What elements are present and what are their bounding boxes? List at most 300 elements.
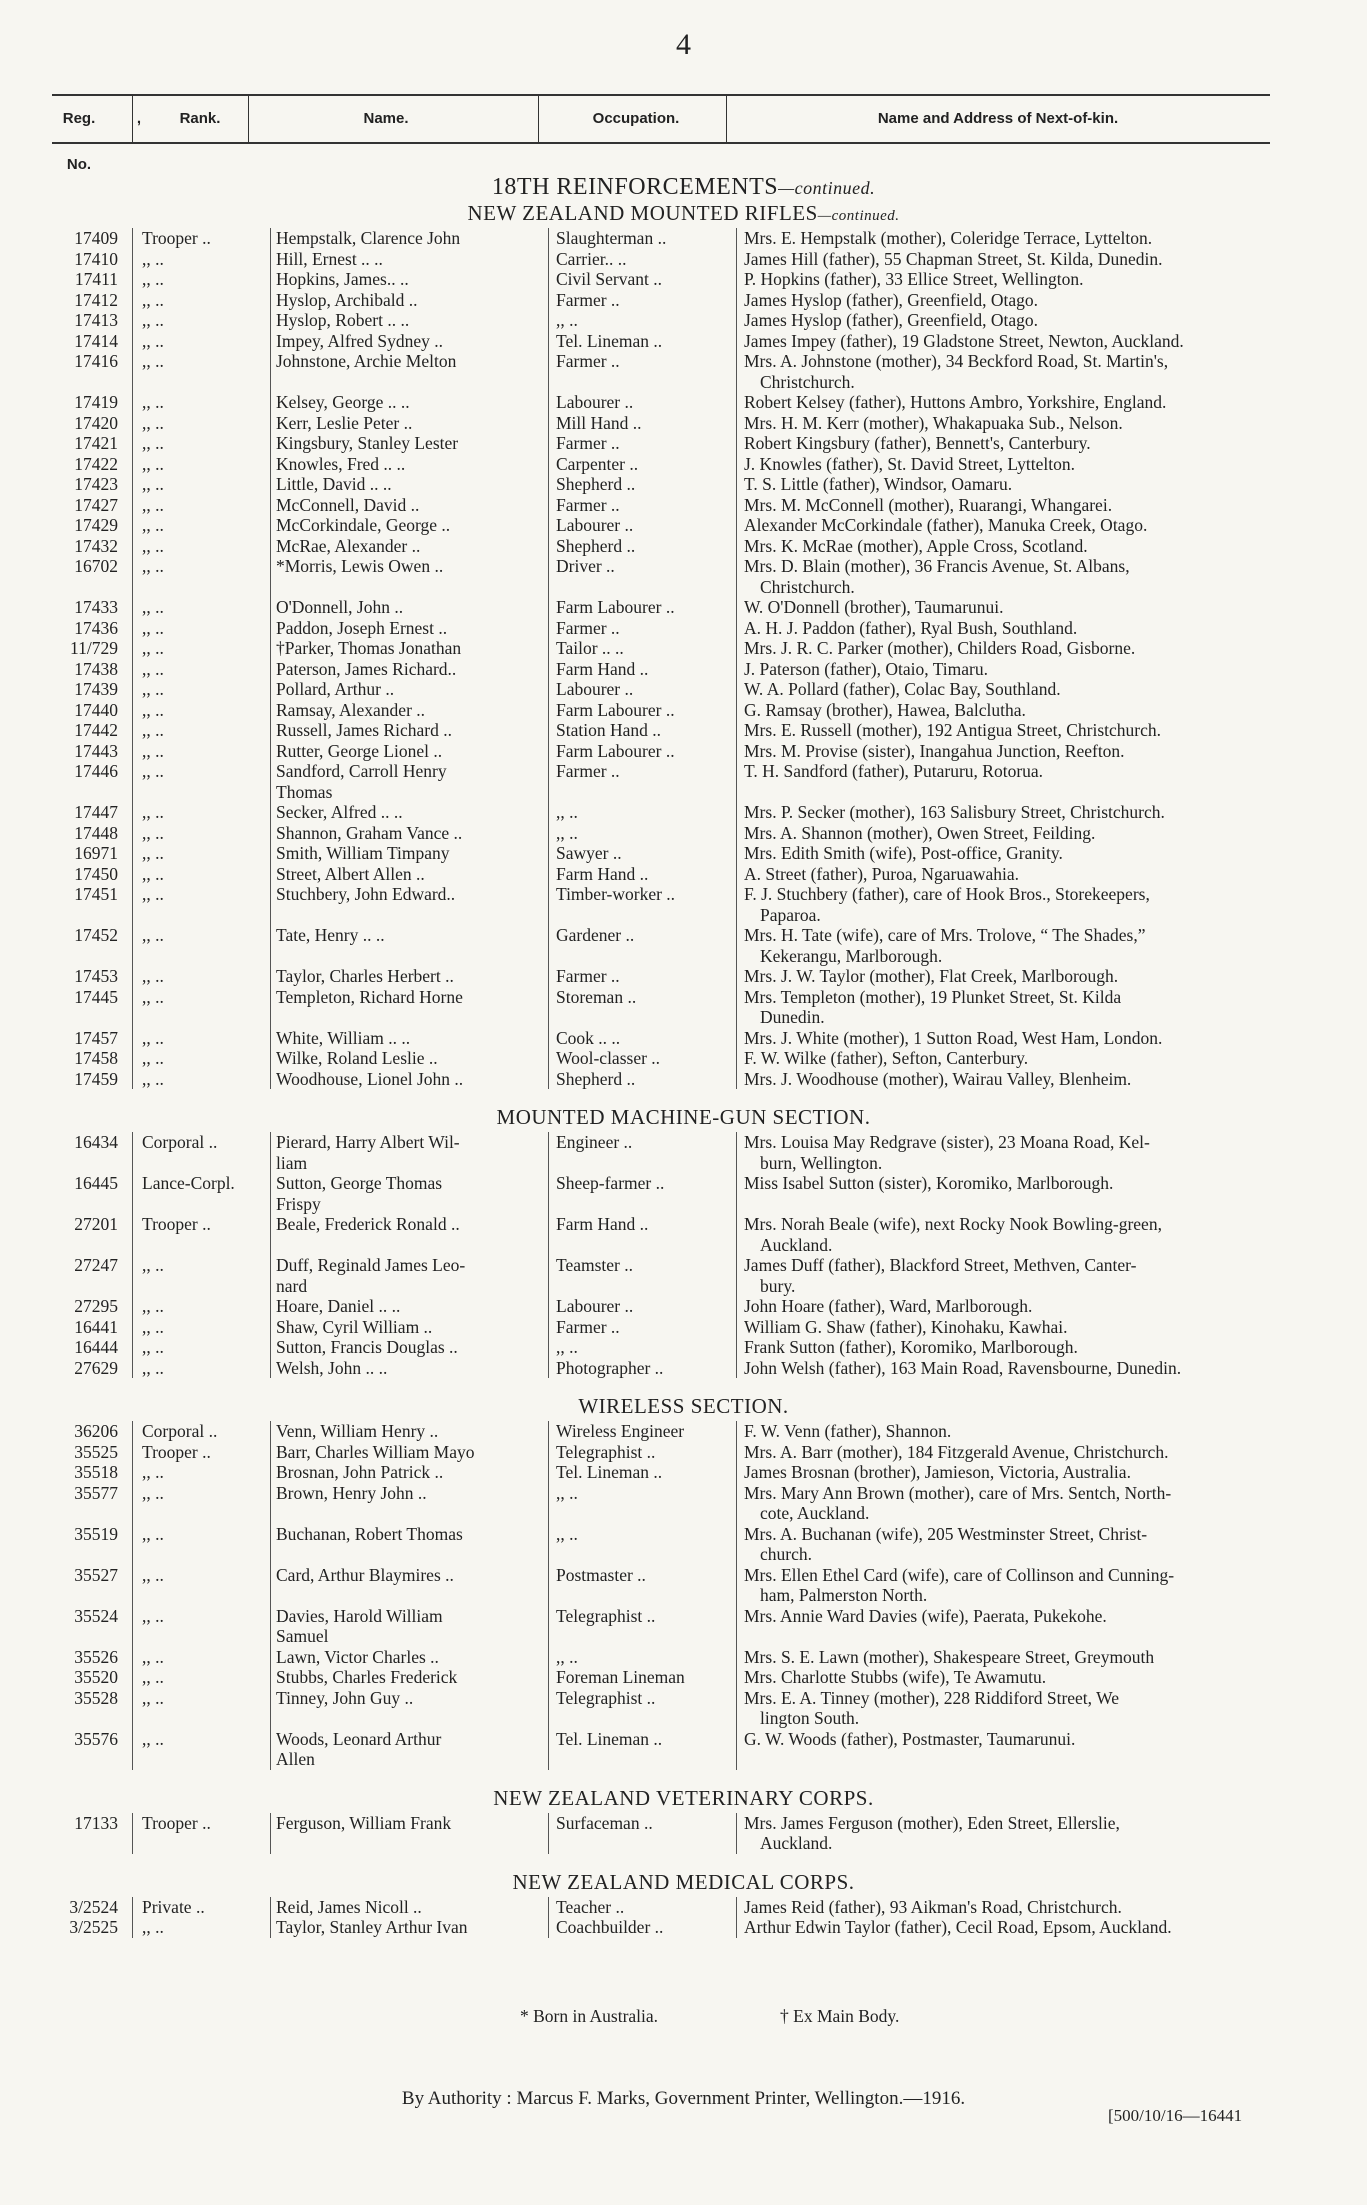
occupation-cell: Telegraphist .. xyxy=(556,1605,656,1626)
reg-no-cell: 17457 xyxy=(74,1027,118,1048)
rank-cell: ,, .. xyxy=(142,330,164,351)
occupation-cell: Teacher .. xyxy=(556,1896,625,1917)
occupation-cell: Farm Labourer .. xyxy=(556,699,675,720)
reg-no-cell: 17433 xyxy=(74,597,118,617)
rank-cell: Trooper .. xyxy=(142,1812,211,1833)
table-row xyxy=(0,1606,1367,1647)
name-cell xyxy=(276,1917,538,1938)
reg-no-cell: 36206 xyxy=(74,1421,118,1441)
name-cell xyxy=(276,474,538,495)
table-row xyxy=(0,761,1367,802)
reg-no-cell: 17414 xyxy=(74,330,118,351)
next-of-kin-cell xyxy=(744,741,1300,762)
next-of-kin-cell xyxy=(744,1048,1300,1069)
name-cell xyxy=(276,618,538,639)
reg-no-cell: 35518 xyxy=(74,1462,118,1482)
reg-no-cell: 17436 xyxy=(74,617,118,638)
occupation-cell: Farmer .. xyxy=(556,433,620,453)
rank-cell: ,, .. xyxy=(142,597,164,617)
name-cell xyxy=(276,1565,538,1586)
reg-no-cell: 35577 xyxy=(74,1482,118,1503)
next-of-kin-cell xyxy=(744,761,1300,782)
reg-no-cell: 17410 xyxy=(74,248,118,269)
table-row xyxy=(0,556,1367,597)
name-line: Reid, James Nicoll .. xyxy=(276,1896,422,1917)
name-cell xyxy=(276,536,538,557)
reg-no-cell: 35520 xyxy=(74,1667,118,1687)
next-of-kin-cell xyxy=(744,1483,1300,1524)
next-of-kin-line: Christchurch. xyxy=(760,576,855,597)
table-row xyxy=(0,823,1367,844)
name-cell xyxy=(276,1688,538,1709)
reg-no-cell: 17427 xyxy=(74,494,118,515)
name-cell xyxy=(276,720,538,741)
next-of-kin-line: Mrs. E. Hempstalk (mother), Coleridge Terrace, Lyttelton. xyxy=(744,228,1153,248)
reg-no-cell: 17416 xyxy=(74,351,118,371)
occupation-cell: Farm Hand .. xyxy=(556,658,649,679)
occupation-cell: Coachbuilder .. xyxy=(556,1917,664,1937)
column-rule xyxy=(736,1421,737,1770)
name-cell xyxy=(276,351,538,372)
reg-no-cell: 17443 xyxy=(74,740,118,761)
next-of-kin-line: F. W. Venn (father), Shannon. xyxy=(744,1421,952,1441)
header-reg-no: Reg. No. xyxy=(62,110,96,173)
occupation-cell: Engineer .. xyxy=(556,1132,633,1152)
rank-cell: ,, .. xyxy=(142,884,164,904)
header-next-of-kin: Name and Address of Next-of-kin. xyxy=(877,110,1119,127)
next-of-kin-cell xyxy=(744,1132,1300,1173)
next-of-kin-cell xyxy=(744,515,1300,536)
next-of-kin-line: James Impey (father), 19 Gladstone Street, Newton, Auckland. xyxy=(744,330,1184,351)
rank-cell: Trooper .. xyxy=(142,1441,211,1462)
occupation-cell: Farmer .. xyxy=(556,494,620,515)
next-of-kin-line: church. xyxy=(760,1544,812,1564)
occupation-cell: Farm Labourer .. xyxy=(556,597,675,617)
name-cell xyxy=(276,1421,538,1442)
rank-cell: ,, .. xyxy=(142,392,164,412)
next-of-kin-cell xyxy=(744,249,1300,270)
name-cell xyxy=(276,638,538,659)
rank-cell: ,, .. xyxy=(142,556,164,576)
next-of-kin-cell xyxy=(744,1317,1300,1338)
next-of-kin-line: Mrs. H. Tate (wife), care of Mrs. Trolove, “ The Shades,” xyxy=(744,925,1146,945)
next-of-kin-cell xyxy=(744,556,1300,597)
reg-no-cell: 17450 xyxy=(74,863,118,884)
occupation-cell: ,, .. xyxy=(556,802,578,822)
name-cell xyxy=(276,249,538,270)
column-header-row xyxy=(52,94,1270,173)
rank-cell: ,, .. xyxy=(142,453,164,474)
next-of-kin-cell xyxy=(744,1296,1300,1317)
next-of-kin-line: Mrs. Edith Smith (wife), Post-office, Granity. xyxy=(744,843,1063,863)
name-cell xyxy=(276,1647,538,1668)
next-of-kin-line: Kekerangu, Marlborough. xyxy=(760,945,943,966)
rank-cell: ,, .. xyxy=(142,515,164,535)
table-row xyxy=(0,1917,1367,1938)
name-line: Ramsay, Alexander .. xyxy=(276,699,426,720)
table-row xyxy=(0,1462,1367,1483)
roll-section xyxy=(0,1786,1367,1854)
next-of-kin-cell xyxy=(744,987,1300,1028)
column-rule xyxy=(736,1897,737,1938)
occupation-cell: ,, .. xyxy=(556,822,578,843)
table-row xyxy=(0,536,1367,557)
table-row xyxy=(0,700,1367,721)
next-of-kin-cell xyxy=(744,1897,1300,1918)
next-of-kin-cell xyxy=(744,310,1300,331)
name-cell xyxy=(276,331,538,352)
rank-cell: ,, .. xyxy=(142,535,164,556)
roll-table xyxy=(0,1132,1367,1378)
column-rule xyxy=(132,1813,133,1854)
name-line: Duff, Reginald James Leo- xyxy=(276,1255,466,1275)
rank-cell: ,, .. xyxy=(142,1687,164,1708)
reg-no-cell: 17459 xyxy=(74,1068,118,1089)
column-rule xyxy=(132,228,133,1089)
table-row xyxy=(0,843,1367,864)
rank-cell: ,, .. xyxy=(142,412,164,433)
column-rule xyxy=(548,1813,549,1854)
table-row xyxy=(0,741,1367,762)
section-title xyxy=(0,1786,1367,1811)
next-of-kin-cell xyxy=(744,966,1300,987)
next-of-kin-line: Mrs. J. R. C. Parker (mother), Childers Road, Gisborne. xyxy=(744,638,1136,658)
table-row xyxy=(0,659,1367,680)
footnote-born-australia: * Born in Australia. xyxy=(520,2006,659,2026)
name-line: Kingsbury, Stanley Lester xyxy=(276,433,459,453)
next-of-kin-cell xyxy=(744,1606,1300,1627)
table-row xyxy=(0,1173,1367,1214)
column-rule xyxy=(270,1813,271,1854)
next-of-kin-cell xyxy=(744,638,1300,659)
next-of-kin-line: James Brosnan (brother), Jamieson, Victoria, Australia. xyxy=(744,1462,1131,1482)
name-line: Venn, William Henry .. xyxy=(276,1421,439,1441)
name-cell xyxy=(276,1048,538,1069)
next-of-kin-cell xyxy=(744,495,1300,516)
next-of-kin-line: Mrs. J. W. Taylor (mother), Flat Creek, Marlborough. xyxy=(744,966,1119,986)
name-cell xyxy=(276,515,538,536)
table-row xyxy=(0,413,1367,434)
next-of-kin-cell xyxy=(744,1688,1300,1729)
column-rule xyxy=(270,1132,271,1378)
next-of-kin-line: W. O'Donnell (brother), Taumarunui. xyxy=(744,597,1004,617)
reg-no-cell: 35526 xyxy=(74,1646,118,1667)
occupation-cell: Telegraphist .. xyxy=(556,1687,656,1708)
rank-cell: ,, .. xyxy=(142,822,164,843)
next-of-kin-line: Mrs. James Ferguson (mother), Eden Street, Ellerslie, xyxy=(744,1812,1120,1833)
section-title-text: NEW ZEALAND VETERINARY CORPS. xyxy=(493,1785,874,1810)
name-cell xyxy=(276,802,538,823)
reg-no-cell: 17440 xyxy=(74,699,118,720)
occupation-cell: Sawyer .. xyxy=(556,843,622,863)
name-cell xyxy=(276,1813,538,1834)
occupation-cell: Farm Hand .. xyxy=(556,1214,649,1234)
rank-cell: Corporal .. xyxy=(142,1132,218,1152)
next-of-kin-line: bury. xyxy=(760,1275,796,1296)
reg-no-cell: 27629 xyxy=(74,1357,118,1378)
table-row xyxy=(0,249,1367,270)
next-of-kin-line: Arthur Edwin Taylor (father), Cecil Road, Epsom, Auckland. xyxy=(744,1917,1172,1937)
next-of-kin-cell xyxy=(744,1173,1300,1194)
occupation-cell: Civil Servant .. xyxy=(556,269,662,289)
table-row xyxy=(0,1214,1367,1255)
roll-section xyxy=(0,174,1367,1089)
name-line: Pollard, Arthur .. xyxy=(276,679,395,699)
name-line: Sandford, Carroll Henry xyxy=(276,761,447,781)
occupation-cell: Carrier.. .. xyxy=(556,248,627,269)
column-rule xyxy=(548,228,549,1089)
next-of-kin-cell xyxy=(744,1337,1300,1358)
name-line: White, William .. .. xyxy=(276,1027,411,1048)
name-cell xyxy=(276,679,538,700)
table-row xyxy=(0,331,1367,352)
next-of-kin-line: burn, Wellington. xyxy=(760,1152,883,1173)
reg-no-cell: 17448 xyxy=(74,822,118,843)
rank-cell: ,, .. xyxy=(142,925,164,945)
name-cell xyxy=(276,1524,538,1545)
footnote-ex-main-body: † Ex Main Body. xyxy=(780,2006,900,2026)
roll-table xyxy=(0,1421,1367,1770)
name-line: Hill, Ernest .. .. xyxy=(276,248,383,269)
table-row xyxy=(0,228,1367,249)
rank-cell: ,, .. xyxy=(142,658,164,679)
name-line: Taylor, Charles Herbert .. xyxy=(276,966,454,986)
rank-cell: ,, .. xyxy=(142,1564,164,1585)
occupation-cell: Wireless Engineer xyxy=(556,1421,685,1441)
occupation-cell: Labourer .. xyxy=(556,679,634,699)
rank-cell: ,, .. xyxy=(142,1667,164,1687)
section-subtitle xyxy=(0,201,1367,226)
reg-no-cell: 35528 xyxy=(74,1687,118,1708)
table-row xyxy=(0,1132,1367,1173)
table-row xyxy=(0,966,1367,987)
section-subtitle-text: NEW ZEALAND MOUNTED RIFLES xyxy=(467,201,818,225)
roll-body xyxy=(0,166,1367,1954)
next-of-kin-line: Dunedin. xyxy=(760,1007,825,1027)
rank-cell: ,, .. xyxy=(142,1337,164,1357)
reg-no-cell: 17422 xyxy=(74,453,118,474)
name-cell xyxy=(276,1897,538,1918)
name-line: †Parker, Thomas Jonathan xyxy=(276,638,462,658)
table-row xyxy=(0,1565,1367,1606)
name-cell xyxy=(276,1214,538,1235)
name-line: Beale, Frederick Ronald .. xyxy=(276,1214,460,1234)
table-row xyxy=(0,310,1367,331)
rank-cell: ,, .. xyxy=(142,269,164,289)
next-of-kin-line: ham, Palmerston North. xyxy=(760,1585,928,1605)
next-of-kin-line: Mrs. Ellen Ethel Card (wife), care of Collinson and Cunning- xyxy=(744,1564,1175,1585)
reg-no-cell: 17413 xyxy=(74,310,118,330)
roll-section xyxy=(0,1394,1367,1770)
column-rule xyxy=(270,1421,271,1770)
rank-cell: ,, .. xyxy=(142,638,164,658)
reg-no-cell: 35525 xyxy=(74,1441,118,1462)
reg-no-cell: 17451 xyxy=(74,884,118,904)
imprint: By Authority : Marcus F. Marks, Government Printer, Wellington.—1916. xyxy=(401,2088,966,2109)
column-rule xyxy=(270,1897,271,1938)
rank-cell: ,, .. xyxy=(142,986,164,1007)
reg-no-cell: 17439 xyxy=(74,679,118,699)
name-cell xyxy=(276,1606,538,1647)
name-line: Hyslop, Archibald .. xyxy=(276,289,418,310)
rank-cell: ,, .. xyxy=(142,761,164,781)
next-of-kin-line: A. H. J. Paddon (father), Ryal Bush, Southland. xyxy=(744,617,1078,638)
section-title-text: WIRELESS SECTION. xyxy=(578,1394,789,1418)
next-of-kin-cell xyxy=(744,1524,1300,1565)
table-row xyxy=(0,392,1367,413)
name-line: Rutter, George Lionel .. xyxy=(276,740,443,761)
name-cell xyxy=(276,1132,538,1173)
occupation-cell: Farmer .. xyxy=(556,617,620,638)
name-cell xyxy=(276,1296,538,1317)
next-of-kin-line: Mrs. A. Johnstone (mother), 34 Beckford Road, St. Martin's, xyxy=(744,351,1169,371)
table-row xyxy=(0,269,1367,290)
next-of-kin-cell xyxy=(744,1255,1300,1296)
rank-cell: ,, .. xyxy=(142,310,164,330)
next-of-kin-cell xyxy=(744,351,1300,392)
occupation-cell: Timber-worker .. xyxy=(556,884,676,904)
occupation-cell: Driver .. xyxy=(556,556,615,576)
next-of-kin-line: T. H. Sandford (father), Putaruru, Rotorua. xyxy=(744,761,1044,781)
next-of-kin-cell xyxy=(744,1647,1300,1668)
name-cell xyxy=(276,454,538,475)
occupation-cell: Gardener .. xyxy=(556,925,635,945)
next-of-kin-line: F. J. Stuchbery (father), care of Hook Bros., Storekeepers, xyxy=(744,884,1150,904)
reg-no-cell: 17432 xyxy=(74,535,118,556)
name-line: Sutton, Francis Douglas .. xyxy=(276,1337,458,1357)
table-row xyxy=(0,1317,1367,1338)
section-title-text: 18TH REINFORCEMENTS xyxy=(491,174,779,200)
name-line: Davies, Harold William xyxy=(276,1605,443,1626)
column-rule xyxy=(548,1421,549,1770)
reg-no-cell: 17133 xyxy=(74,1812,118,1833)
column-rule xyxy=(132,1132,133,1378)
name-line: Tinney, John Guy .. xyxy=(276,1687,414,1708)
occupation-cell: ,, .. xyxy=(556,310,578,330)
name-cell xyxy=(276,1358,538,1379)
section-title xyxy=(0,1394,1367,1419)
occupation-cell: Farmer .. xyxy=(556,966,620,986)
page-number: 4 xyxy=(676,28,691,61)
occupation-cell: Wool-classer .. xyxy=(556,1048,661,1068)
name-line: Barr, Charles William Mayo xyxy=(276,1441,475,1462)
next-of-kin-cell xyxy=(744,679,1300,700)
rank-cell: ,, .. xyxy=(142,740,164,761)
reg-no-cell: 35519 xyxy=(74,1523,118,1544)
rank-cell: ,, .. xyxy=(142,679,164,699)
next-of-kin-cell xyxy=(744,1667,1300,1688)
rank-cell: ,, .. xyxy=(142,843,164,863)
column-rule xyxy=(548,1132,549,1378)
next-of-kin-line: Mrs. J. White (mother), 1 Sutton Road, West Ham, London. xyxy=(744,1027,1163,1048)
rank-cell: ,, .. xyxy=(142,248,164,269)
rank-cell: ,, .. xyxy=(142,1296,164,1316)
next-of-kin-line: Mrs. Annie Ward Davies (wife), Paerata, Pukekohe. xyxy=(744,1605,1107,1626)
next-of-kin-cell xyxy=(744,802,1300,823)
occupation-cell: Shepherd .. xyxy=(556,474,636,494)
next-of-kin-line: Mrs. D. Blain (mother), 36 Francis Avenue, St. Albans, xyxy=(744,556,1130,576)
section-subtitle-suffix: —continued. xyxy=(817,208,900,224)
occupation-cell: ,, .. xyxy=(556,1523,578,1544)
name-cell xyxy=(276,884,538,905)
next-of-kin-cell xyxy=(744,392,1300,413)
rank-cell: ,, .. xyxy=(142,802,164,822)
reg-no-cell: 17420 xyxy=(74,412,118,433)
name-line: Kelsey, George .. .. xyxy=(276,392,410,412)
table-row xyxy=(0,864,1367,885)
name-cell xyxy=(276,433,538,454)
name-line: *Morris, Lewis Owen .. xyxy=(276,556,444,576)
reg-no-cell: 17409 xyxy=(74,228,118,248)
next-of-kin-line: P. Hopkins (father), 33 Ellice Street, Wellington. xyxy=(744,269,1084,289)
name-cell xyxy=(276,1173,538,1214)
occupation-cell: ,, .. xyxy=(556,1482,578,1503)
name-cell xyxy=(276,556,538,577)
name-cell xyxy=(276,843,538,864)
header-occupation: Occupation. xyxy=(592,110,680,127)
next-of-kin-cell xyxy=(744,1214,1300,1255)
name-line: Stubbs, Charles Frederick xyxy=(276,1667,458,1687)
name-cell xyxy=(276,495,538,516)
name-line: McRae, Alexander .. xyxy=(276,535,421,556)
name-line: Hoare, Daniel .. .. xyxy=(276,1296,401,1316)
next-of-kin-line: Mrs. Louisa May Redgrave (sister), 23 Moana Road, Kel- xyxy=(744,1132,1150,1152)
table-row xyxy=(0,290,1367,311)
rank-cell: ,, .. xyxy=(142,351,164,371)
header-comma: , xyxy=(136,110,142,127)
reg-no-cell: 16971 xyxy=(74,843,118,863)
occupation-cell: Sheep-farmer .. xyxy=(556,1173,665,1193)
name-cell xyxy=(276,1255,538,1296)
name-cell xyxy=(276,392,538,413)
name-line: O'Donnell, John .. xyxy=(276,597,404,617)
occupation-cell: Teamster .. xyxy=(556,1255,634,1275)
occupation-cell: ,, .. xyxy=(556,1646,578,1667)
next-of-kin-cell xyxy=(744,843,1300,864)
rank-cell: ,, .. xyxy=(142,1027,164,1048)
table-row xyxy=(0,618,1367,639)
rank-cell: Private .. xyxy=(142,1896,205,1917)
next-of-kin-line: F. W. Wilke (father), Sefton, Canterbury. xyxy=(744,1048,1029,1068)
name-line: McCorkindale, George .. xyxy=(276,515,451,535)
name-cell xyxy=(276,1028,538,1049)
next-of-kin-cell xyxy=(744,659,1300,680)
name-cell xyxy=(276,1729,538,1770)
rank-cell: ,, .. xyxy=(142,1255,164,1275)
reg-no-cell: 17446 xyxy=(74,761,118,781)
table-row xyxy=(0,454,1367,475)
reg-no-cell: 17411 xyxy=(74,269,118,289)
occupation-cell: Carpenter .. xyxy=(556,453,639,474)
name-line: Smith, William Timpany xyxy=(276,843,450,863)
name-cell xyxy=(276,761,538,802)
name-line: Templeton, Richard Horne xyxy=(276,986,463,1007)
column-rule xyxy=(736,228,737,1089)
next-of-kin-cell xyxy=(744,1813,1300,1854)
name-line: Kerr, Leslie Peter .. xyxy=(276,412,413,433)
column-rule xyxy=(736,1132,737,1378)
name-cell xyxy=(276,925,538,946)
name-line: Lawn, Victor Charles .. xyxy=(276,1646,439,1667)
next-of-kin-cell xyxy=(744,1028,1300,1049)
reg-no-cell: 17419 xyxy=(74,392,118,412)
column-rule xyxy=(270,228,271,1089)
next-of-kin-cell xyxy=(744,536,1300,557)
table-row xyxy=(0,515,1367,536)
occupation-cell: Tel. Lineman .. xyxy=(556,1728,663,1749)
name-cell xyxy=(276,1462,538,1483)
next-of-kin-cell xyxy=(744,228,1300,249)
